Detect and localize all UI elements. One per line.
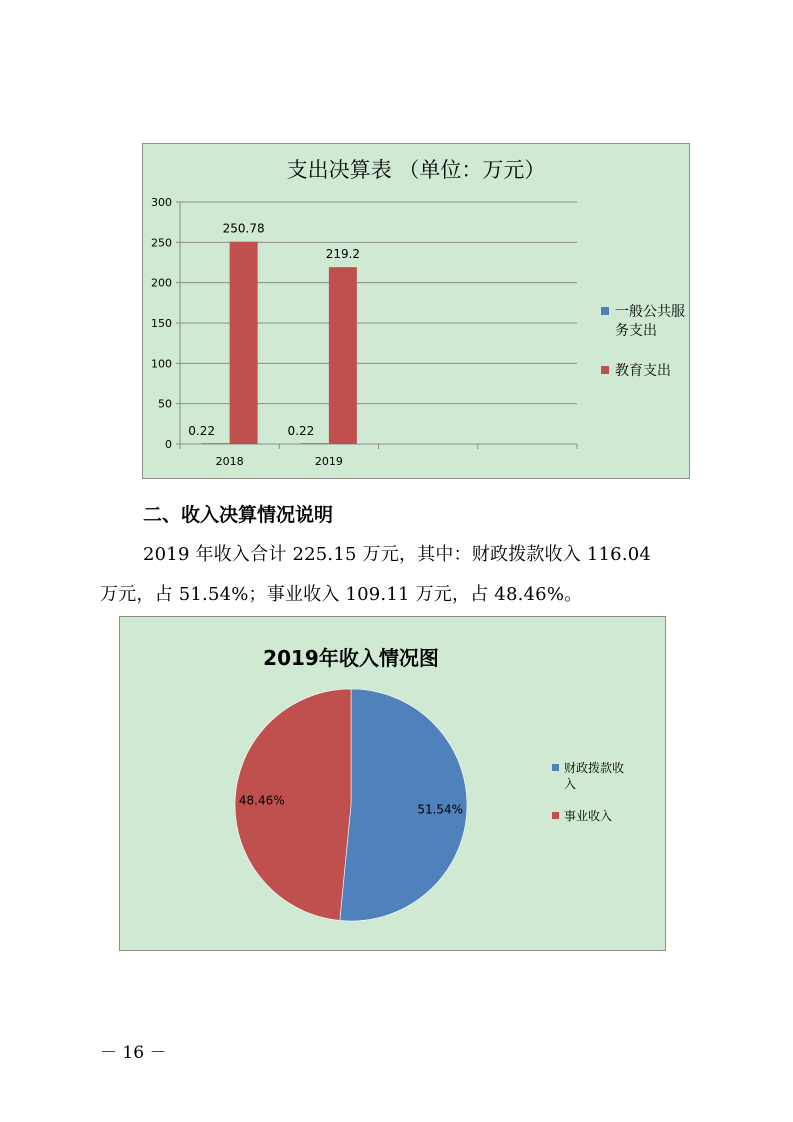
- pie-data-label-1: 48.46%: [238, 793, 285, 808]
- bar-legend-label: 务支出: [615, 323, 657, 339]
- bar-y-tick-label: 250: [151, 236, 172, 250]
- bar-legend-swatch-1: [601, 366, 609, 374]
- expenditure-bar-chart-svg: [143, 144, 689, 478]
- bar-y-tick-label: 50: [158, 397, 172, 411]
- bar-data-label: 250.78: [222, 221, 265, 236]
- bar-data-label: 0.22: [188, 423, 215, 438]
- income-pie-chart-svg: [120, 617, 665, 950]
- income-paragraph-line-2: 万元，占 51.54%；事业收入 109.11 万元，占 48.46%。: [100, 584, 583, 605]
- pie-legend-label: 财政拨款收: [564, 761, 625, 775]
- expenditure-bar-chart: [142, 143, 690, 479]
- bar-2019-series-0: [301, 443, 329, 444]
- bar-2019-series-1: [329, 267, 357, 444]
- income-pie-chart: [119, 616, 666, 951]
- bar-y-tick-label: 0: [165, 438, 172, 451]
- bar-data-label: 219.2: [325, 247, 361, 262]
- section-heading: 二、收入决算情况说明: [143, 504, 334, 526]
- bar-x-tick-label: 2019: [314, 455, 343, 468]
- bar-data-label: 0.22: [287, 423, 315, 438]
- pie-legend-swatch-1: [552, 812, 559, 819]
- pie-chart-title: 2019年收入情况图: [263, 646, 439, 670]
- bar-y-tick-label: 150: [151, 317, 172, 330]
- bar-x-tick-label: 2018: [215, 455, 244, 468]
- pie-legend-label: 事业收入: [564, 809, 613, 823]
- pie-legend-label: 入: [564, 777, 577, 791]
- bar-chart-title: 支出决算表 （单位：万元）: [286, 158, 546, 182]
- pie-data-label-0: 51.54%: [417, 802, 464, 817]
- bar-y-tick-label: 100: [151, 357, 172, 371]
- page-number: － 16 －: [100, 1043, 167, 1063]
- bar-2018-series-0: [202, 443, 230, 444]
- bar-legend-label: 教育支出: [615, 363, 671, 379]
- bar-y-tick-label: 200: [151, 276, 172, 290]
- bar-2018-series-1: [230, 242, 258, 444]
- bar-legend-label: 一般公共服: [615, 304, 685, 320]
- bar-legend-swatch-0: [601, 307, 609, 315]
- income-paragraph-line-1: 2019 年收入合计 225.15 万元，其中：财政拨款收入 116.04: [143, 544, 652, 565]
- bar-y-tick-label: 300: [151, 196, 172, 209]
- pie-legend-swatch-0: [552, 764, 559, 771]
